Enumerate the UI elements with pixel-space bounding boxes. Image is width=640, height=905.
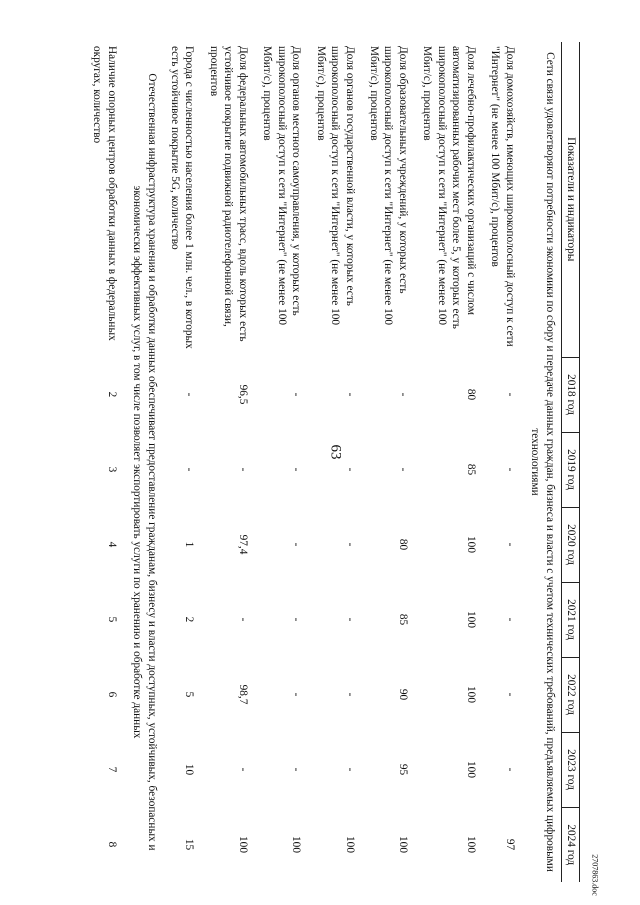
indicator-name: Доля федеральных автомобильных трасс, вдоль которых есть устойчивое покрытие подвижной радиотелефонной связи, процентов xyxy=(207,46,249,342)
indicator-value: - xyxy=(503,392,516,397)
indicator-value: 100 xyxy=(464,686,477,703)
header-year: 2018 год xyxy=(561,357,579,432)
indicator-value: - xyxy=(236,767,249,772)
rotated-table-container xyxy=(75,42,580,882)
section-heading: Сети связи удовлетворяют потребности экономики по сбору и передаче данных граждан, бизнеса и власти с учетом технических требований, предъявляемых цифровыми технологиями xyxy=(529,52,556,872)
indicator-value: 5 xyxy=(183,691,196,698)
table-row xyxy=(201,42,254,882)
indicator-value: 1 xyxy=(183,541,196,548)
indicator-value: 15 xyxy=(183,838,196,851)
section-heading-row xyxy=(124,42,163,882)
indicator-value: - xyxy=(290,767,303,772)
indicator-value: - xyxy=(343,467,356,472)
indicator-name: Доля лечебно-профилактических организаций с числом автоматизированных рабочих мест более 5, у которых есть широкополосный доступ к сети "Интернет" (не менее 100 Мбит/с), процентов xyxy=(421,46,477,329)
indicator-value: 100 xyxy=(464,761,477,778)
indicator-value: 95 xyxy=(396,763,409,776)
indicator-name: Наличие опорных центров обработки данных в федеральных округах, количество xyxy=(91,46,118,341)
page-number: 63 xyxy=(327,444,344,460)
indicator-value: 100 xyxy=(343,836,356,853)
section-heading-row xyxy=(522,42,561,882)
indicator-value: - xyxy=(396,467,409,472)
indicator-value: - xyxy=(503,467,516,472)
indicator-value: - xyxy=(290,467,303,472)
table-row xyxy=(362,42,415,882)
indicators-table xyxy=(85,42,580,882)
indicator-value: 8 xyxy=(105,841,118,848)
header-indicators: Показатели и индикаторы xyxy=(561,42,579,357)
indicator-value: 4 xyxy=(105,541,118,548)
table-row xyxy=(483,42,522,882)
indicator-value: - xyxy=(343,617,356,622)
indicator-value: - xyxy=(183,467,196,472)
indicator-name: Доля домохозяйств, имеющих широкополосный доступ к сети "Интернет" (не менее 100 Мбит/с), процентов xyxy=(489,46,516,347)
indicator-value: - xyxy=(503,767,516,772)
indicator-name: Доля органов государственной власти, у которых есть широкополосный доступ к сети "Интернет" (не менее 100 Мбит/с), процентов xyxy=(314,46,356,326)
indicator-value: - xyxy=(343,392,356,397)
indicator-value: 100 xyxy=(464,836,477,853)
header-year: 2021 год xyxy=(561,582,579,657)
indicator-value: - xyxy=(290,392,303,397)
indicator-value: - xyxy=(183,392,196,397)
indicator-value: - xyxy=(503,542,516,547)
indicator-value: 100 xyxy=(464,611,477,628)
indicator-name: Доля органов местного самоуправления, у которых есть широкополосный доступ к сети "Интернет" (не менее 100 Мбит/с), процентов xyxy=(261,46,303,326)
document-id: 2707863.doc xyxy=(590,854,600,896)
indicator-value: 100 xyxy=(290,836,303,853)
indicator-value: - xyxy=(343,767,356,772)
header-year: 2023 год xyxy=(561,732,579,807)
indicator-value: 6 xyxy=(105,691,118,698)
indicator-value: 2 xyxy=(183,616,196,623)
indicator-value: - xyxy=(236,617,249,622)
indicator-value: 80 xyxy=(396,538,409,551)
header-year: 2019 год xyxy=(561,432,579,507)
table-row xyxy=(415,42,483,882)
header-year: 2020 год xyxy=(561,507,579,582)
indicator-value: - xyxy=(290,542,303,547)
indicator-value: 2 xyxy=(105,391,118,398)
indicator-name: Доля образовательных учреждений, у которых есть широкополосный доступ к сети "Интернет" (не менее 100 Мбит/с), процентов xyxy=(368,46,409,326)
header-year: 2022 год xyxy=(561,657,579,732)
table-row xyxy=(85,42,124,882)
table-row xyxy=(163,42,202,882)
indicator-value: 80 xyxy=(464,388,477,401)
indicator-value: 100 xyxy=(464,536,477,553)
indicator-value: - xyxy=(503,617,516,622)
indicator-value: 97,4 xyxy=(236,534,249,555)
indicator-value: 100 xyxy=(396,836,409,853)
indicator-value: 100 xyxy=(236,836,249,853)
indicator-value: - xyxy=(343,542,356,547)
section-heading: Отечественная инфраструктура хранения и обработки данных обеспечивает предоставление гражданам, бизнесу и власти доступных, устойчивых, безопасных и экономически эффективных услуг, в том числе позволяет экспортировать услуги по хранению и обработке данных xyxy=(131,73,158,851)
indicator-value: - xyxy=(236,467,249,472)
table-header-row xyxy=(561,42,579,882)
indicator-value: - xyxy=(290,692,303,697)
indicator-name: Города с численностью населения более 1 млн. чел., в которых есть устойчивое покрытие 5G, количество xyxy=(169,46,196,349)
indicator-value: - xyxy=(343,692,356,697)
indicator-value: - xyxy=(396,392,409,397)
indicator-value: 85 xyxy=(464,463,477,476)
indicator-value: 10 xyxy=(183,763,196,776)
indicator-value: 98,7 xyxy=(236,684,249,705)
indicator-value: 7 xyxy=(105,766,118,773)
table-row xyxy=(308,42,361,882)
indicator-value: 97 xyxy=(503,838,516,851)
indicator-value: - xyxy=(290,617,303,622)
indicator-value: 3 xyxy=(105,466,118,473)
indicator-value: 96,5 xyxy=(236,384,249,405)
table-row xyxy=(255,42,308,882)
indicator-value: 5 xyxy=(105,616,118,623)
header-year: 2024 год xyxy=(561,807,579,882)
indicator-value: 85 xyxy=(396,613,409,626)
indicator-value: 90 xyxy=(396,688,409,701)
indicator-value: - xyxy=(503,692,516,697)
